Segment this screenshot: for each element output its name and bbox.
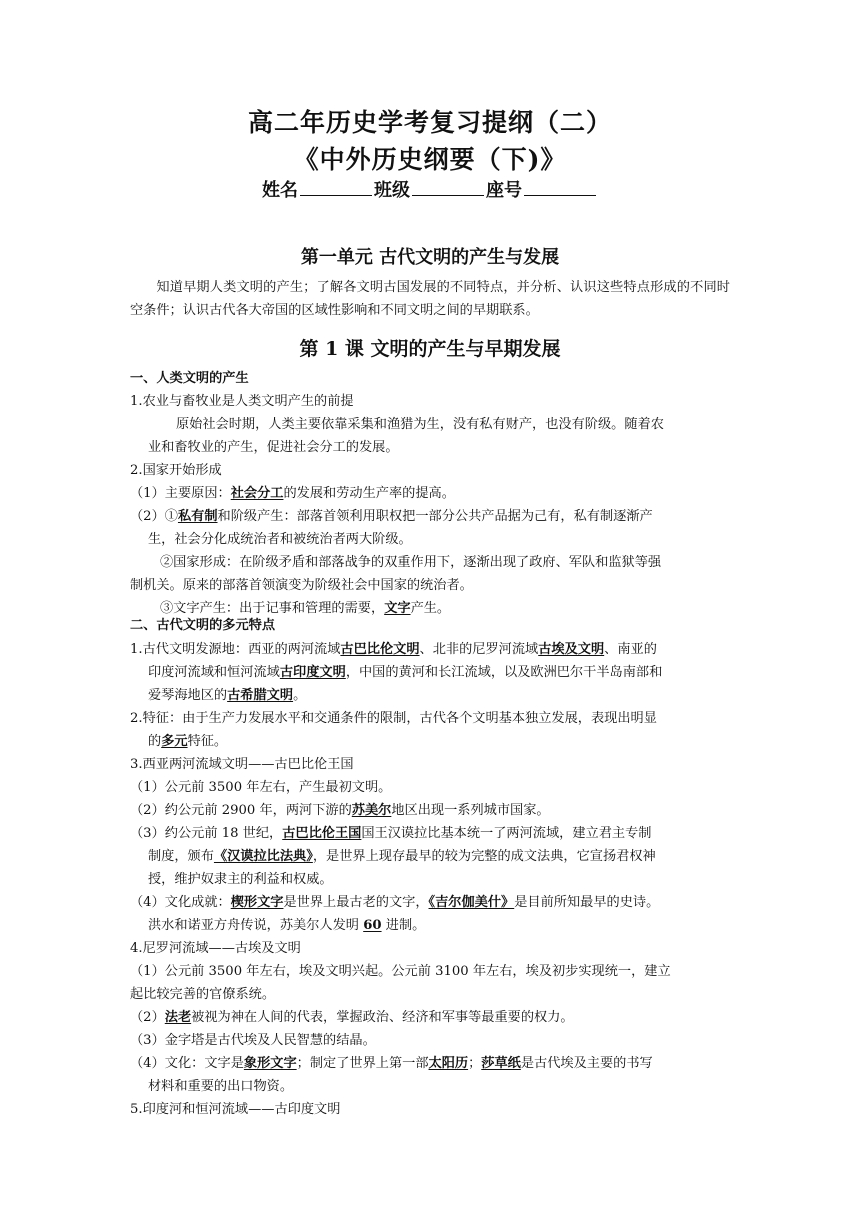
key-term: 多元 — [161, 734, 188, 749]
key-term: 古巴比伦文明 — [340, 642, 420, 657]
text-segment: ；制定了世界上第一部 — [296, 1056, 429, 1071]
outline-line — [148, 917, 425, 935]
key-term: 法老 — [164, 1010, 192, 1025]
text-segment: 、北非的尼罗河流域 — [419, 642, 539, 657]
text-segment: 制度，颁布 — [148, 849, 214, 864]
outline-line: （1）公元前 3500 年左右，产生最初文明。 — [130, 780, 392, 795]
name-label: 姓名 — [262, 180, 298, 201]
text-segment: 1.古代文明发源地：西亚的两河流域 — [130, 642, 341, 657]
key-term: 古希腊文明 — [227, 688, 294, 703]
section-heading: 一、人类文明的产生 — [130, 371, 249, 386]
outline-line: （3）金字塔是古代埃及人民智慧的结晶。 — [130, 1033, 376, 1048]
seat-blank[interactable] — [524, 179, 596, 196]
text-segment: 是目前所知最早的史诗。 — [514, 895, 660, 910]
text-segment: 是世界上最古老的文字， — [283, 895, 429, 910]
unit-intro: 知道早期人类文明的产生；了解各文明古国发展的不同特点，并分析、认识这些特点形成的不同时空条件；认识古代各大帝国的区域性影响和不同文明之间的早期联系。 — [130, 280, 730, 318]
lesson-title: 第 1 课 文明的产生与早期发展 — [299, 338, 561, 360]
text-segment: （1）主要原因： — [130, 486, 231, 501]
key-term: 文字 — [384, 601, 411, 616]
outline-line — [130, 894, 659, 912]
outline-line — [148, 664, 662, 682]
text-segment: 的 — [148, 734, 162, 749]
key-term: 苏美尔 — [351, 803, 392, 818]
outline-line — [148, 687, 306, 705]
outline-line: 3.西亚两河流域文明——古巴比伦王国 — [130, 757, 354, 772]
outline-line — [148, 733, 227, 751]
key-term: 古印度文明 — [279, 665, 346, 680]
document-subtitle: 《中外历史纲要（下)》 — [293, 145, 567, 174]
text-segment: 国王汉谟拉比基本统一了两河流域，建立君主专制 — [361, 826, 652, 841]
text-segment: ③文字产生：出于记事和管理的需要， — [160, 601, 385, 616]
text-segment: （4）文化：文字是 — [130, 1056, 244, 1071]
key-term: 象形文字 — [243, 1056, 297, 1071]
text-segment: 地区出现一系列城市国家。 — [391, 803, 550, 818]
text-segment: 产生。 — [410, 601, 451, 616]
outline-line: 授，维护奴隶主的利益和权威。 — [148, 872, 333, 887]
text-segment: （4）文化成就： — [130, 895, 231, 910]
class-label: 班级 — [374, 180, 410, 201]
outline-line — [148, 848, 656, 866]
text-segment: 印度河流域和恒河流域 — [148, 665, 280, 680]
text-segment: ，中国的黄河和长江流域，以及欧洲巴尔干半岛南部和 — [345, 665, 663, 680]
outline-line: 1.农业与畜牧业是人类文明产生的前提 — [130, 394, 354, 409]
outline-line: 生，社会分化成统治者和被统治者两大阶级。 — [148, 532, 412, 547]
key-term: 60 — [363, 918, 382, 933]
text-segment: （2）① — [130, 509, 178, 524]
text-segment: 、南亚的 — [604, 642, 657, 657]
key-term: 古巴比伦王国 — [282, 826, 362, 841]
text-segment: ； — [468, 1056, 482, 1071]
text-segment: ，是世界上现存最早的较为完整的成文法典，它宣扬君权神 — [312, 849, 656, 864]
text-segment: 。 — [293, 688, 307, 703]
key-term: 《汉谟拉比法典》 — [213, 849, 313, 864]
text-segment: 进制。 — [381, 918, 426, 933]
text-segment: 爱琴海地区的 — [148, 688, 228, 703]
key-term: 《吉尔伽美什》 — [428, 895, 515, 910]
seat-label: 座号 — [486, 180, 522, 201]
outline-line — [130, 641, 657, 659]
text-segment: 的发展和劳动生产率的提高。 — [283, 486, 455, 501]
text-segment: 和阶级产生：部落首领利用职权把一部分公共产品据为己有，私有制逐渐产 — [217, 509, 653, 524]
key-term: 莎草纸 — [481, 1056, 521, 1071]
outline-line: 4.尼罗河流域——古埃及文明 — [130, 941, 301, 956]
outline-line — [130, 508, 653, 526]
key-term: 私有制 — [177, 509, 218, 524]
document-title: 高二年历史学考复习提纲（二） — [247, 108, 612, 137]
outline-line: 原始社会时期，人类主要依靠采集和渔猎为生，没有私有财产，也没有阶级。随着农 — [176, 417, 664, 432]
outline-line — [130, 1009, 574, 1027]
student-info-row — [0, 176, 860, 202]
outline-line: 业和畜牧业的产生，促进社会分工的发展。 — [148, 440, 399, 455]
outline-line: 起比较完善的官僚系统。 — [130, 987, 276, 1002]
outline-line — [130, 802, 550, 820]
outline-line — [130, 825, 652, 843]
name-blank[interactable] — [300, 179, 372, 196]
section-heading: 二、古代文明的多元特点 — [130, 618, 276, 633]
text-segment: 是古代埃及主要的书写 — [520, 1056, 653, 1071]
text-segment: （2） — [130, 1010, 165, 1025]
text-segment: （3）约公元前 18 世纪， — [130, 826, 283, 841]
outline-line: 2.特征：由于生产力发展水平和交通条件的限制，古代各个文明基本独立发展，表现出明显 — [130, 711, 657, 726]
text-segment: 特征。 — [187, 734, 228, 749]
outline-line: 5.印度河和恒河流域——古印度文明 — [130, 1102, 341, 1117]
text-segment: 被视为神在人间的代表，掌握政治、经济和军事等最重要的权力。 — [191, 1010, 574, 1025]
outline-line: 制机关。原来的部落首领演变为阶级社会中国家的统治者。 — [130, 578, 473, 593]
key-term: 楔形文字 — [230, 895, 284, 910]
outline-line: 2.国家开始形成 — [130, 463, 222, 478]
outline-line — [160, 600, 450, 618]
outline-line — [130, 485, 455, 503]
outline-line: （1）公元前 3500 年左右，埃及文明兴起。公元前 3100 年左右，埃及初步实现统一，建立 — [130, 964, 671, 979]
outline-line — [130, 1055, 653, 1073]
class-blank[interactable] — [412, 179, 484, 196]
outline-line: ②国家形成：在阶级矛盾和部落战争的双重作用下，逐渐出现了政府、军队和监狱等强 — [160, 555, 662, 570]
text-segment: 洪水和诺亚方舟传说，苏美尔人发明 — [148, 918, 364, 933]
key-term: 太阳历 — [428, 1056, 469, 1071]
unit-title: 第一单元 古代文明的产生与发展 — [300, 247, 560, 268]
key-term: 社会分工 — [230, 486, 284, 501]
outline-line: 材料和重要的出口物资。 — [148, 1079, 294, 1094]
text-segment: （2）约公元前 2900 年，两河下游的 — [130, 803, 352, 818]
key-term: 古埃及文明 — [538, 642, 605, 657]
